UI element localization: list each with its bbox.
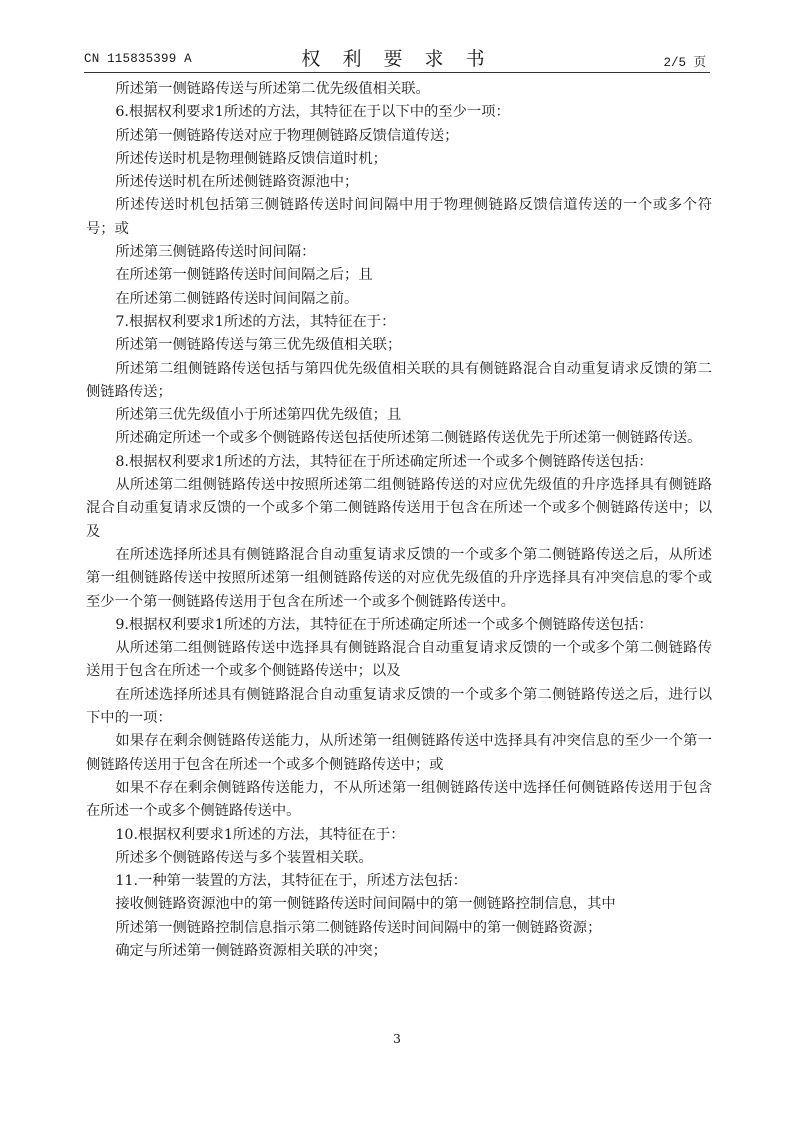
claim-paragraph: 6.根据权利要求1所述的方法，其特征在于以下中的至少一项： — [115, 104, 510, 121]
claims-body — [86, 78, 712, 963]
claim-paragraph: 所述传送时机是物理侧链路反馈信道时机； — [115, 150, 387, 167]
claim-paragraph: 在所述第一侧链路传送时间间隔之后；且 — [115, 267, 373, 284]
claim-paragraph: 所述第一侧链路控制信息指示第二侧链路传送时间间隔中的第一侧链路资源； — [115, 919, 602, 936]
claim-paragraph: 7.根据权利要求1所述的方法，其特征在于： — [115, 313, 396, 330]
header-divider — [84, 72, 710, 73]
claim-paragraph: 所述第一侧链路传送对应于物理侧链路反馈信道传送； — [115, 127, 459, 144]
claim-paragraph: 确定与所述第一侧链路资源相关联的冲突； — [115, 942, 387, 959]
claim-paragraph: 如果存在剩余侧链路传送能力，从所述第一组侧链路传送中选择具有冲突信息的至少一个第一侧链路传送用于包含在所述一个或多个侧链路传送中；或 — [86, 733, 712, 773]
claim-paragraph: 所述第一侧链路传送与第三优先级值相关联； — [115, 337, 402, 354]
claim-paragraph: 所述传送时机包括第三侧链路传送时间间隔中用于物理侧链路反馈信道传送的一个或多个符号；或 — [86, 197, 712, 237]
claim-paragraph: 如果不存在剩余侧链路传送能力，不从所述第一组侧链路传送中选择任何侧链路传送用于包含在所述一个或多个侧链路传送中。 — [86, 779, 712, 820]
claim-paragraph: 所述第二组侧链路传送包括与第四优先级值相关联的具有侧链路混合自动重复请求反馈的第二侧链路传送； — [86, 360, 712, 400]
claim-paragraph: 所述第三侧链路传送时间间隔： — [115, 244, 316, 261]
claim-paragraph: 在所述选择所述具有侧链路混合自动重复请求反馈的一个或多个第二侧链路传送之后，进行以下中的一项： — [86, 686, 712, 727]
claim-paragraph: 所述确定所述一个或多个侧链路传送包括使所述第二侧链路传送优先于所述第一侧链路传送。 — [115, 430, 702, 447]
claim-paragraph: 接收侧链路资源池中的第一侧链路传送时间间隔中的第一侧链路控制信息，其中 — [115, 896, 616, 913]
claim-paragraph: 8.根据权利要求1所述的方法，其特征在于所述确定所述一个或多个侧链路传送包括： — [115, 453, 653, 470]
claim-paragraph: 9.根据权利要求1所述的方法，其特征在于所述确定所述一个或多个侧链路传送包括： — [115, 616, 653, 633]
claim-paragraph: 在所述选择所述具有侧链路混合自动重复请求反馈的一个或多个第二侧链路传送之后，从所述第一组侧链路传送中按照所述第一组侧链路传送的对应优先级值的升序选择具有冲突信息的零个或至少一个第一侧链路传送用于包含在所述一个或多个侧链路传送中。 — [86, 546, 712, 610]
claim-paragraph: 从所述第二组侧链路传送中选择具有侧链路混合自动重复请求反馈的一个或多个第二侧链路传送用于包含在所述一个或多个侧链路传送中；以及 — [86, 640, 712, 680]
publication-number: CN 115835399 A — [84, 52, 192, 66]
page-number: 3 — [393, 1031, 401, 1046]
claim-paragraph: 10.根据权利要求1所述的方法，其特征在于： — [115, 826, 405, 843]
claim-paragraph: 所述第三优先级值小于所述第四优先级值；且 — [115, 407, 402, 424]
document-title: 权 利 要 求 书 — [301, 48, 493, 70]
claim-paragraph: 从所述第二组侧链路传送中按照所述第二组侧链路传送的对应优先级值的升序选择具有侧链路混合自动重复请求反馈的一个或多个第二侧链路传送用于包含在所述一个或多个侧链路传送中；以及 — [86, 477, 712, 540]
claim-paragraph: 所述传送时机在所述侧链路资源池中； — [115, 174, 359, 191]
claim-paragraph: 11.一种第一装置的方法，其特征在于，所述方法包括： — [115, 873, 467, 890]
claim-paragraph: 所述第一侧链路传送与所述第二优先级值相关联。 — [115, 81, 430, 97]
claim-paragraph: 在所述第二侧链路传送时间间隔之前。 — [115, 290, 359, 307]
claim-paragraph: 所述多个侧链路传送与多个装置相关联。 — [115, 849, 373, 866]
page-indicator: 2/5 页 — [663, 56, 706, 70]
